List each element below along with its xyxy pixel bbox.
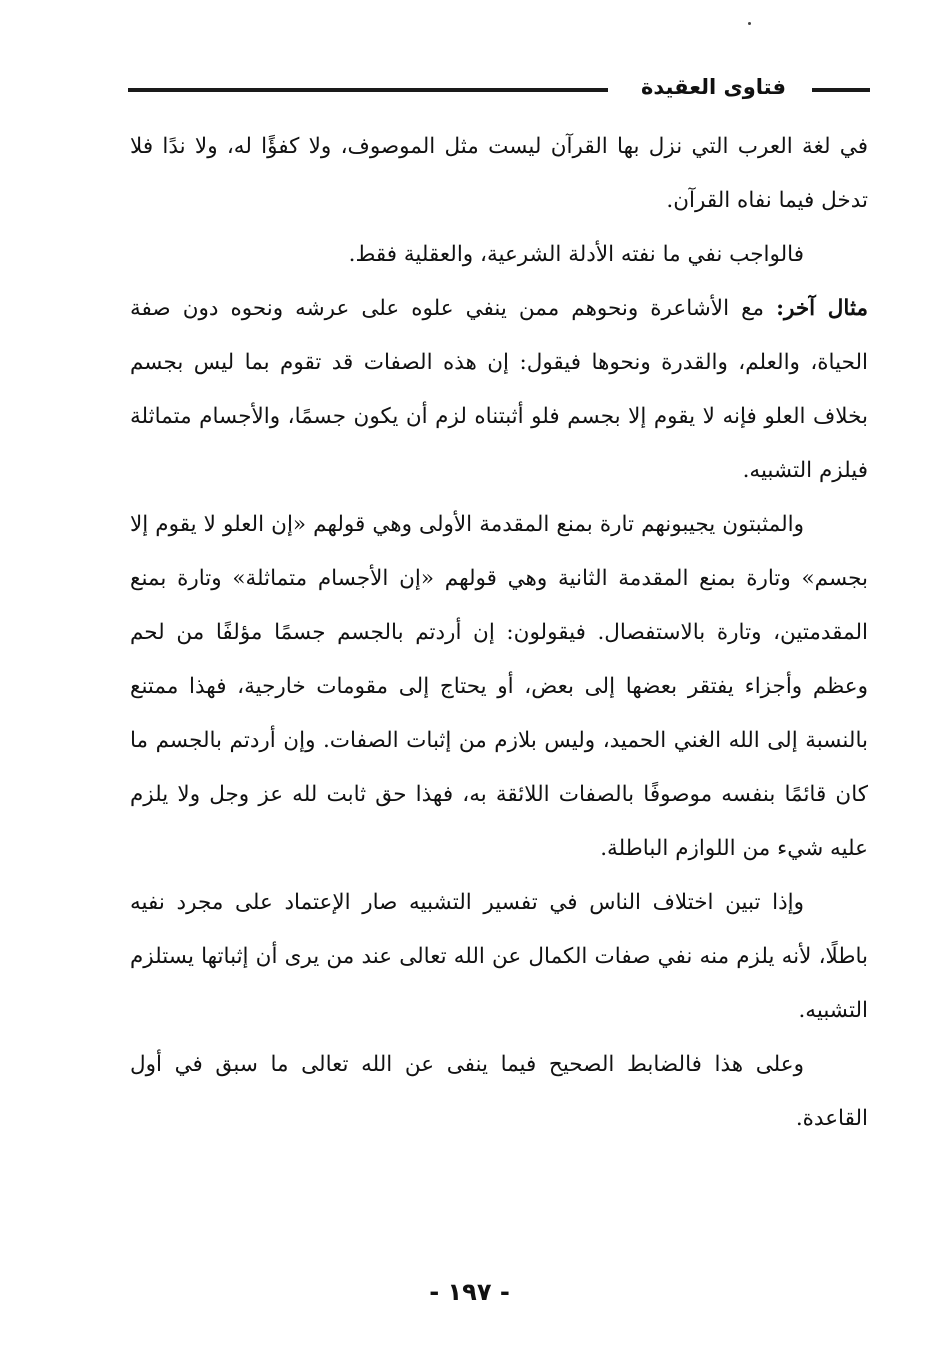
book-title: فتاوى العقيدة [641,75,786,99]
paragraph [130,228,868,282]
paragraph [130,498,868,876]
paragraph [130,1038,868,1146]
page-number: - ١٩٧ - [429,1278,510,1306]
paragraph-text: وعلى هذا فالضابط الصحيح فيما ينفى عن الله تعالى ما سبق في أول القاعدة. [130,1052,868,1131]
paragraph-text: فالواجب نفي ما نفته الأدلة الشرعية، والعقلية فقط. [348,242,804,267]
paragraph-example [130,282,868,498]
paragraph-lead: مثال آخر: [776,296,868,321]
paragraph-text: والمثبتون يجيبونهم تارة بمنع المقدمة الأولى وهي قولهم «إن العلو لا يقوم إلا بجسم» وتارة بمنع المقدمة الثانية وهي قولهم «إن الأجسام متماثلة» وتارة بمنع المقدمتين، وتارة بالاستفصال. فيقولون: إن أردتم بالجسم جسمًا مؤلفًا من لحم وعظم وأجزاء يفتقر بعضها إلى بعض، أو يحتاج إلى مقومات خارجية، فهذا ممتنع بالنسبة إلى الله الغني الحميد، وليس بلازم من إثبات الصفات. وإن أردتم بالجسم ما كان قائمًا بنفسه موصوفًا بالصفات اللائقة به، فهذا حق ثابت لله عز وجل ولا يلزم عليه شيء من اللوازم الباطلة. [130,512,868,861]
paragraph-text: مع الأشاعرة ونحوهم ممن ينفي علوه على عرشه ونحوه دون صفة الحياة، والعلم، والقدرة ونحوها فيقول: إن هذه الصفات قد تقوم بما ليس بجسم بخلاف العلو فإنه لا يقوم إلا بجسم فلو أثبتناه لزم أن يكون جسمًا، والأجسام متماثلة فيلزم التشبيه. [130,296,868,483]
paragraph-text: وإذا تبين اختلاف الناس في تفسير التشبيه صار الإعتماد على مجرد نفيه باطلًا، لأنه يلزم منه نفي صفات الكمال عن الله تعالى عند من يرى أن إثباتها يستلزم التشبيه. [130,890,868,1023]
paragraph [130,876,868,1038]
scan-speck [748,22,751,25]
paragraph-text: في لغة العرب التي نزل بها القرآن ليست مثل الموصوف، ولا كفؤًا له، ولا ندًا فلا تدخل فيما نفاه القرآن. [130,134,868,213]
header-rule-left [128,88,608,92]
page-body [130,120,868,1146]
paragraph-continuation [130,120,868,228]
header-rule-right [812,88,870,92]
running-header [128,68,870,108]
